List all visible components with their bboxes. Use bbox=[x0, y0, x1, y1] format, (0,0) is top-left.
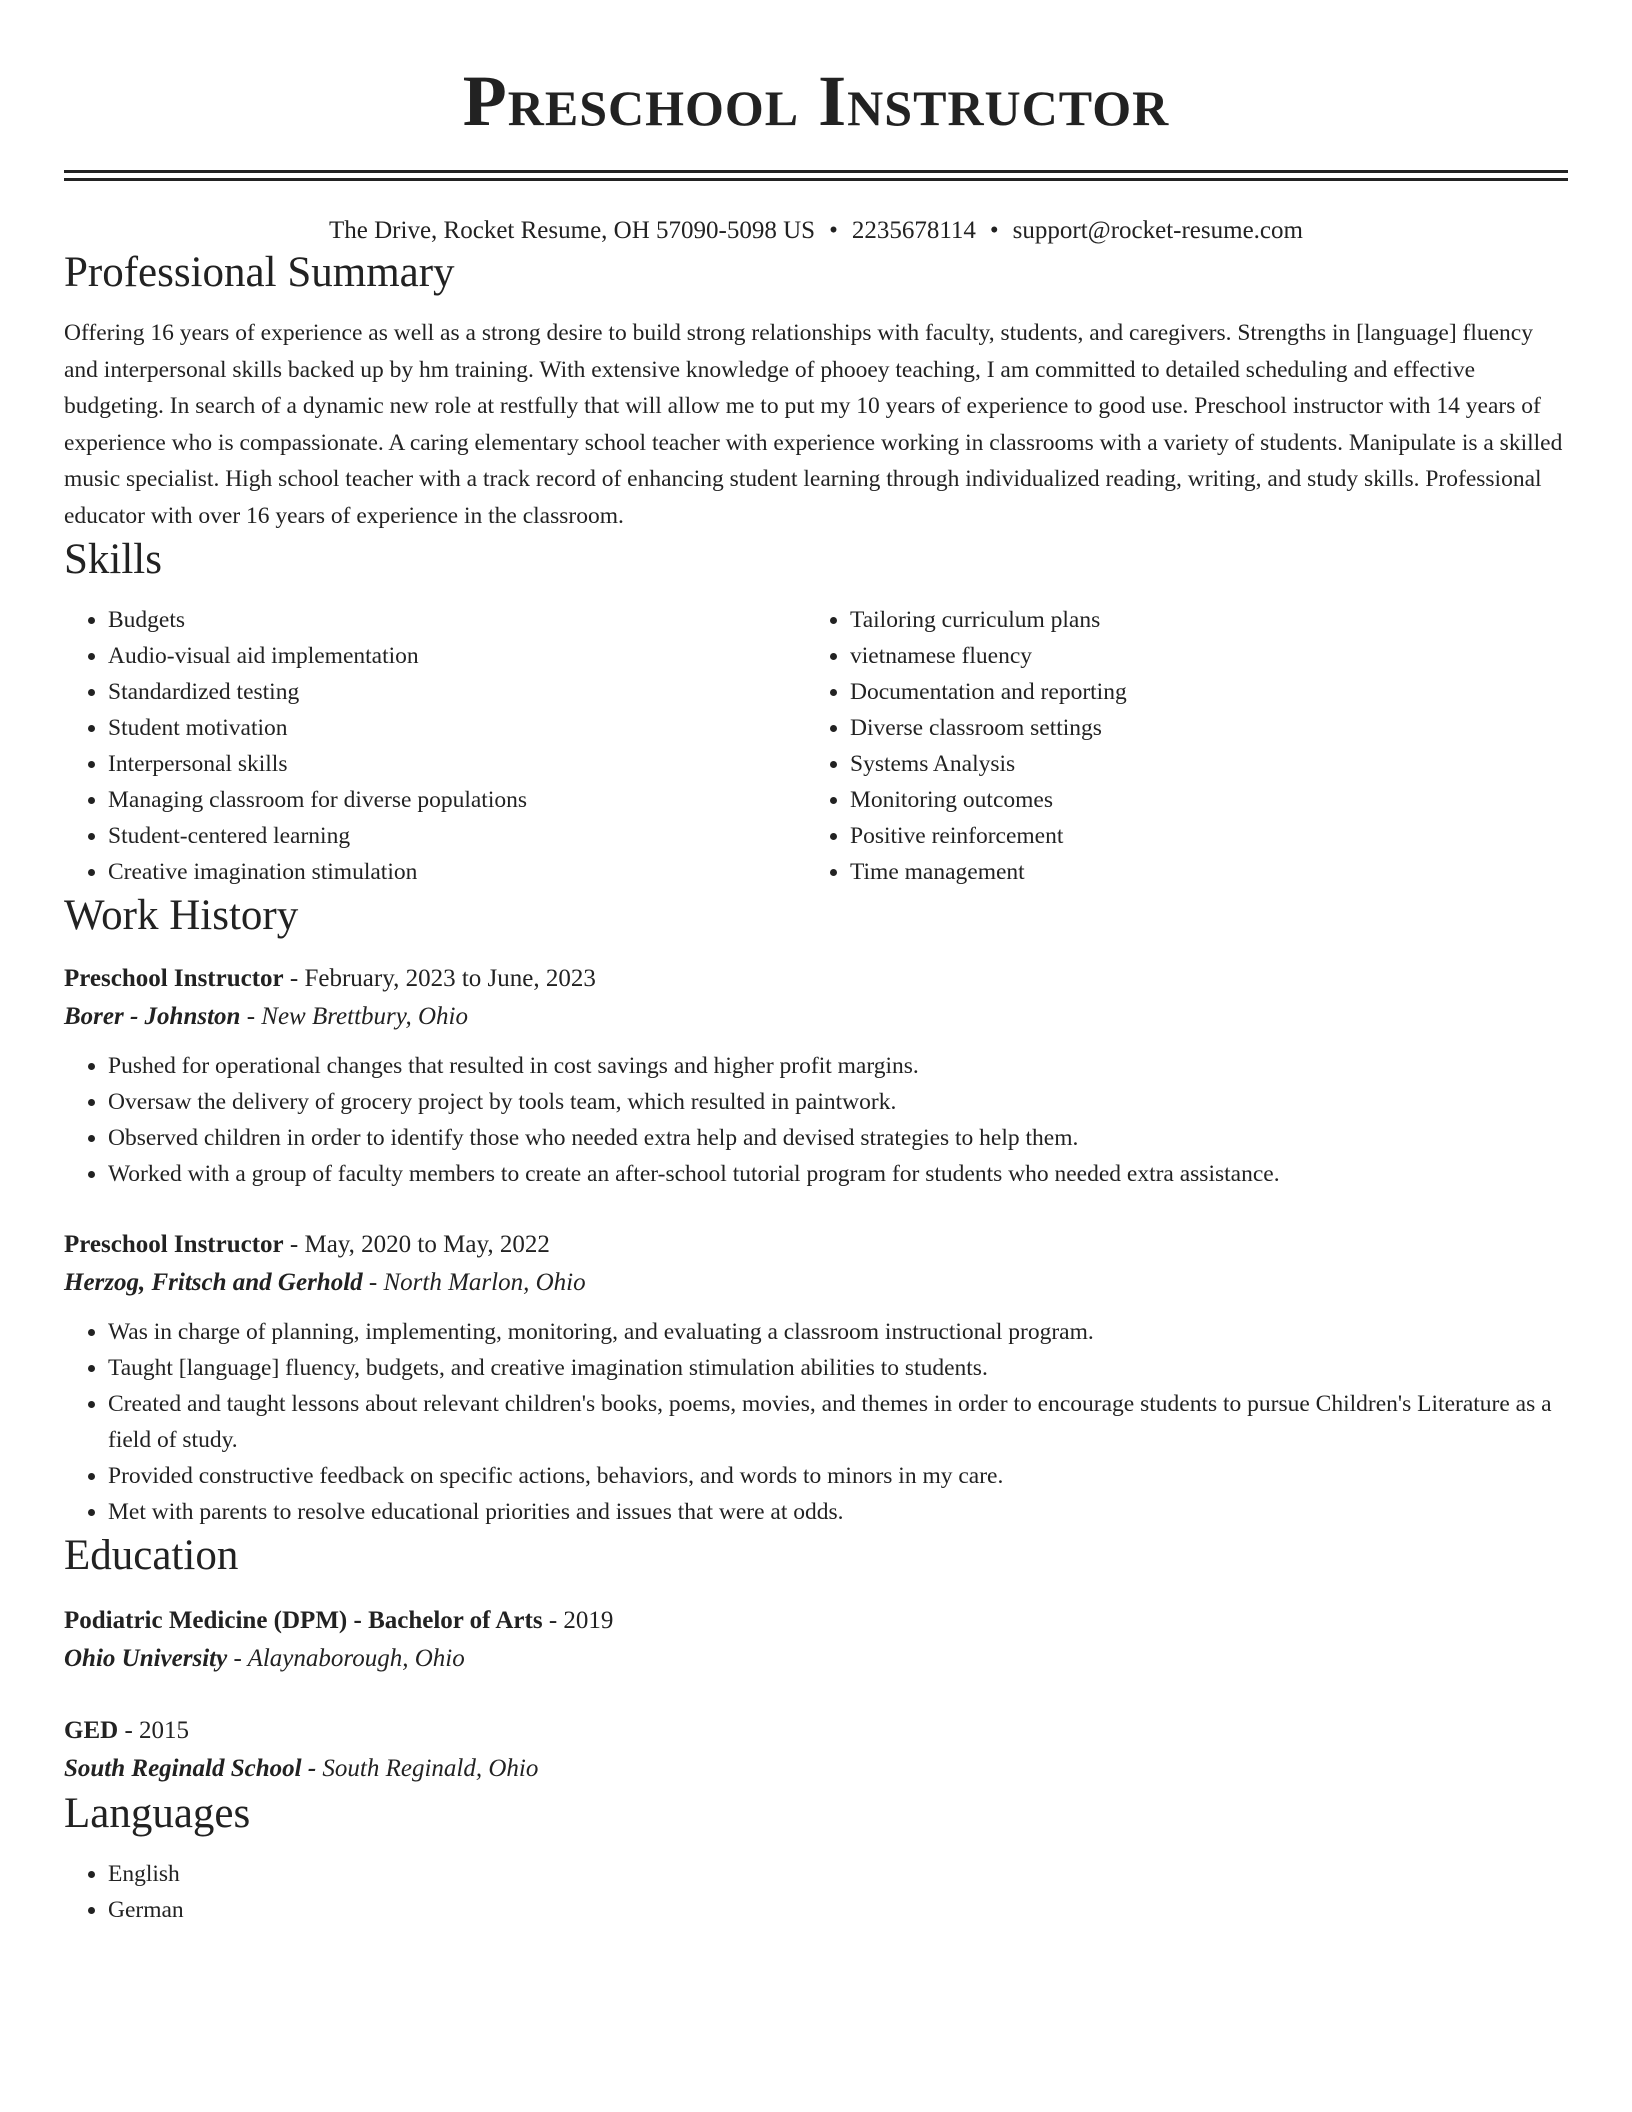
skill-item: • Student motivation bbox=[108, 710, 806, 746]
job-company: Herzog, Fritsch and Gerhold bbox=[64, 1269, 363, 1296]
work-history-heading: Work History bbox=[64, 892, 299, 939]
skill-item: • Monitoring outcomes bbox=[850, 782, 1548, 818]
job-role: Preschool Instructor bbox=[64, 965, 284, 992]
job-duties bbox=[64, 1314, 1568, 1530]
skill-item: • Creative imagination stimulation bbox=[108, 854, 806, 890]
skill-item: • Systems Analysis bbox=[850, 746, 1548, 782]
education-entry bbox=[64, 1602, 1568, 1678]
job-duty: • Was in charge of planning, implementing, monitoring, and evaluating a classroom instructional program. bbox=[108, 1314, 1568, 1350]
contact-address: The Drive, Rocket Resume, OH 57090-5098 US bbox=[329, 217, 816, 244]
education-degree: GED bbox=[64, 1717, 119, 1744]
education-location: - Alaynaborough, Ohio bbox=[227, 1645, 465, 1672]
education-school: South Reginald School - bbox=[64, 1755, 317, 1782]
job-dates: - May, 2020 to May, 2022 bbox=[283, 1231, 550, 1258]
language-item: • English bbox=[108, 1856, 1568, 1892]
education-location: South Reginald, Ohio bbox=[316, 1755, 539, 1782]
contact-email: support@rocket-resume.com bbox=[1012, 217, 1303, 244]
skill-item: • Managing classroom for diverse populations bbox=[108, 782, 806, 818]
education-year: - 2019 bbox=[542, 1607, 614, 1634]
job-duty: • Worked with a group of faculty members to create an after-school tutorial program for students who needed extra assistance. bbox=[108, 1156, 1568, 1192]
job-duty: • Observed children in order to identify those who needed extra help and devised strategies to help them. bbox=[108, 1120, 1568, 1156]
skills-list bbox=[64, 602, 1568, 890]
language-item: • German bbox=[108, 1892, 1568, 1928]
skill-item: • Time management bbox=[850, 854, 1548, 890]
skill-item: • Tailoring curriculum plans bbox=[850, 602, 1548, 638]
education-entry bbox=[64, 1712, 1568, 1788]
job-location: - North Marlon, Ohio bbox=[362, 1269, 586, 1296]
resume-title: Preschool Instructor bbox=[462, 61, 1170, 141]
skill-item: • Audio-visual aid implementation bbox=[108, 638, 806, 674]
job-company: Borer - Johnston bbox=[64, 1003, 241, 1030]
job-role: Preschool Instructor bbox=[64, 1231, 284, 1258]
contact-separator: • bbox=[829, 217, 838, 244]
education-year: - 2015 bbox=[118, 1717, 190, 1744]
job-duty: • Taught [language] fluency, budgets, and creative imagination stimulation abilities to students. bbox=[108, 1350, 1568, 1386]
education-degree-line bbox=[64, 1712, 1568, 1750]
languages-list bbox=[64, 1856, 1568, 1928]
skills-heading: Skills bbox=[64, 536, 162, 583]
job-duty: • Pushed for operational changes that resulted in cost savings and higher profit margins. bbox=[108, 1048, 1568, 1084]
education-degree: Podiatric Medicine (DPM) - Bachelor of Arts bbox=[64, 1607, 543, 1634]
education-school-line bbox=[64, 1640, 1568, 1678]
skill-item: • Standardized testing bbox=[108, 674, 806, 710]
contact-line bbox=[64, 215, 1568, 247]
skill-item: • Diverse classroom settings bbox=[850, 710, 1548, 746]
job-duty: • Created and taught lessons about relevant children's books, poems, movies, and themes in order to encourage students to pursue Children's Literature as a field of study. bbox=[108, 1386, 1568, 1458]
job-entry bbox=[64, 1226, 1568, 1530]
education-heading: Education bbox=[64, 1532, 239, 1579]
job-company-line bbox=[64, 1264, 1568, 1302]
job-title-line bbox=[64, 1226, 1568, 1264]
skill-item: • Budgets bbox=[108, 602, 806, 638]
skill-item: • Student-centered learning bbox=[108, 818, 806, 854]
summary-text: Offering 16 years of experience as well as a strong desire to build strong relationships with faculty, students, and caregivers. Strengths in [language] fluency and interpersonal skills backed up by hm training. With extensive knowledge of phooey teaching, I am committed to detailed scheduling and effective budgeting. In search of a dynamic new role at restfully that will allow me to put my 10 years of experience to good use. Preschool instructor with 14 years of experience who is compassionate. A caring elementary school teacher with experience working in classrooms with a variety of students. Manipulate is a skilled music specialist. High school teacher with a track record of enhancing student learning through individualized reading, writing, and study skills. Professional educator with over 16 years of experience in the classroom. bbox=[64, 320, 1563, 529]
skill-item: • Positive reinforcement bbox=[850, 818, 1548, 854]
languages-heading: Languages bbox=[64, 1790, 251, 1837]
education-school: Ohio University bbox=[64, 1645, 228, 1672]
job-duty: • Oversaw the delivery of grocery project by tools team, which resulted in paintwork. bbox=[108, 1084, 1568, 1120]
job-title-line bbox=[64, 960, 1568, 998]
contact-phone: 2235678114 bbox=[851, 217, 976, 244]
job-duty: • Met with parents to resolve educational priorities and issues that were at odds. bbox=[108, 1494, 1568, 1530]
summary-heading: Professional Summary bbox=[64, 249, 455, 296]
job-duties bbox=[64, 1048, 1568, 1192]
education-school-line bbox=[64, 1750, 1568, 1788]
job-dates: - February, 2023 to June, 2023 bbox=[283, 965, 596, 992]
skills-column-left bbox=[64, 602, 806, 890]
job-location: - New Brettbury, Ohio bbox=[240, 1003, 468, 1030]
job-entry bbox=[64, 960, 1568, 1192]
contact-separator: • bbox=[989, 217, 999, 244]
header-divider bbox=[64, 170, 1568, 181]
job-duty: • Provided constructive feedback on specific actions, behaviors, and words to minors in my care. bbox=[108, 1458, 1568, 1494]
job-company-line bbox=[64, 998, 1568, 1036]
skill-item: • Documentation and reporting bbox=[850, 674, 1548, 710]
skills-column-right bbox=[806, 602, 1548, 890]
skill-item: • Interpersonal skills bbox=[108, 746, 806, 782]
education-degree-line bbox=[64, 1602, 1568, 1640]
skill-item: • vietnamese fluency bbox=[850, 638, 1548, 674]
